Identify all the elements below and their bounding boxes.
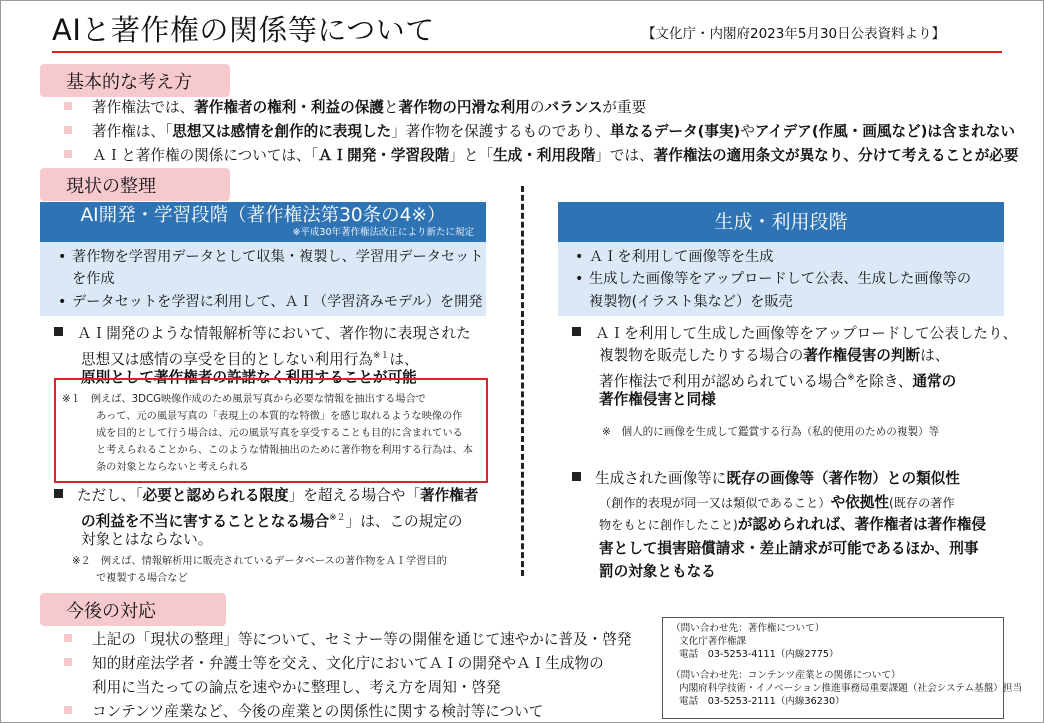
right-para1-line4: 著作権侵害と同様 [599, 391, 716, 408]
future-item-3: コンテンツ産業など、今後の産業との関係性に関する検討等について [64, 700, 543, 723]
basic-item-3: ＡＩと著作権の関係については、「ＡＩ開発・学習段階」と「生成・利用段階」では、著作権法の適用条文が異なり、分けて考えることが必要 [64, 144, 1019, 168]
right-para2-line5: 罰の対象ともなる [599, 563, 716, 580]
left-para1-line1: ＡＩ開発のような情報解析等において、著作物に表現された [54, 323, 471, 345]
right-panel-header [558, 202, 1004, 242]
black-square-icon [572, 327, 581, 336]
highlight-box [54, 378, 488, 483]
left-note1-line2: あって、元の風景写真の「表現上の本質的な特徴」を感じ取れるような映像の作 [96, 411, 463, 422]
black-square-icon [54, 489, 63, 498]
left-para2-line3: 対象とはならない。 [81, 531, 213, 548]
left-note1-line1: ※１ 例えば、3DCG映像作成のため風景写真から必要な情報を抽出する場合で [62, 394, 426, 405]
section-heading-future: 今後の対応 [40, 593, 226, 626]
future-item-1: 上記の「現状の整理」等について、セミナー等の開催を通じて速やかに普及・啓発 [64, 628, 631, 652]
right-summary-item-1: • ＡＩを利用して画像等を生成 [575, 249, 774, 265]
left-para1-line2: 思想又は感情の享受を目的としない利用行為$^{※1}$は、 [81, 350, 419, 368]
left-panel-title: AI開発・学習段階（著作権法第30条の4※） [80, 205, 446, 226]
future-item-2: 知的財産法学者・弁護士等を交え、文化庁においてＡＩの開発やＡＩ生成物の [64, 652, 604, 676]
black-square-icon [572, 472, 581, 481]
basic-item-2: 著作権は、「思想又は感情を創作的に表現した」著作物を保護するものであり、単なるデータ(事実)やアイデア(作風・画風など)は含まれない [64, 120, 1015, 144]
pink-square-icon [64, 150, 72, 158]
right-panel-title: 生成・利用段階 [714, 211, 848, 233]
pink-square-icon [64, 706, 72, 714]
left-para2-line2: の利益を不当に害することとなる場合$^{※2}$」は、この規定の [81, 512, 463, 530]
basic-item-1: 著作権法では、著作権者の権利・利益の保護と著作物の円滑な利用のバランスが重要 [64, 96, 646, 120]
right-para2-line2: （創作的表現が同一又は類似であること）や依拠性(既存の著作 [599, 494, 955, 511]
left-note1-line5: 条の対象とならないと考えられる [96, 462, 249, 473]
contact-line: 電話 03-5253-2111（内線36230） [679, 696, 845, 707]
contact-line: 内閣府科学技術・イノベーション推進事務局重要課題（社会システム基盤）担当 [679, 683, 1023, 694]
source-note: 【文化庁・内閣府2023年5月30日公表資料より】 [642, 26, 946, 42]
contact-spacer [671, 661, 995, 669]
pink-square-icon [64, 102, 72, 110]
right-para1-line3: 著作権法で利用が認められている場合※を除き、通常の [599, 372, 957, 390]
right-para2-line3: 物をもとに創作したこと)が認められれば、著作権者は著作権侵 [599, 516, 986, 533]
right-para2-line4: 害として損害賠償請求・差止請求が可能であるほか、刑事 [599, 540, 979, 557]
column-divider [521, 186, 524, 576]
contact-line: （問い合わせ先：コンテンツ産業との関係について） [671, 670, 901, 681]
pink-square-icon [64, 658, 72, 666]
section-heading-current: 現状の整理 [40, 168, 230, 201]
contact-box [662, 617, 1023, 719]
future-item-2-cont: 利用に当たっての論点を速やかに整理し、考え方を周知・啓発 [92, 679, 501, 696]
black-square-icon [54, 327, 63, 336]
left-summary-item-1-cont: を作成 [72, 271, 115, 287]
left-note2-line1: ※２ 例えば、情報解析用に販売されているデータベースの著作物をＡＩ学習目的 [72, 556, 447, 567]
left-note1-line3: 成を目的として行う場合は、元の風景写真を享受することも目的に含まれている [96, 428, 463, 439]
right-summary-item-2: • 生成した画像等をアップロードして公表、生成した画像等の [575, 271, 972, 287]
left-panel-header [40, 202, 486, 242]
right-para1-line2: 複製物を販売したりする場合の著作権侵害の判断は、 [599, 347, 950, 364]
left-note2-line2: で複製する場合など [96, 573, 188, 584]
title-underline [52, 51, 1002, 53]
section-heading-basic: 基本的な考え方 [40, 64, 230, 97]
right-para1-line1: ＡＩを利用して生成した画像等をアップロードして公表したり、 [572, 323, 1017, 345]
left-para2-line1: ただし、「必要と認められる限度」を超える場合や「著作権者 [54, 485, 478, 507]
left-summary-item-2: • データセットを学習に利用して、ＡＩ（学習済みモデル）を開発 [58, 294, 483, 310]
pink-square-icon [64, 634, 72, 642]
contact-line: 電話 03-5253-4111（内線2775） [679, 649, 839, 660]
contact-line: 文化庁著作権課 [679, 636, 747, 647]
right-para2-line1: 生成された画像等に既存の画像等（著作物）との類似性 [572, 468, 960, 490]
pink-square-icon [64, 126, 72, 134]
left-summary-item-1: • 著作物を学習用データとして収集・複製し、学習用データセット [58, 249, 484, 265]
left-panel-subtitle: ※平成30年著作権法改正により新たに規定 [292, 227, 474, 238]
page-title: AIと著作権の関係等について [52, 13, 435, 47]
right-summary-item-2-cont: 複製物(イラスト集など）を販売 [589, 294, 793, 310]
right-note: ※ 個人的に画像を生成して鑑賞する行為（私的使用のための複製）等 [602, 426, 940, 438]
left-para1-line3: 原則として著作権者の許諾なく利用することが可能 [81, 369, 417, 386]
contact-line: （問い合わせ先：著作権について） [671, 623, 825, 634]
left-note1-line4: と考えられることから、このような情報抽出のために著作物を利用する行為は、本 [96, 445, 473, 456]
